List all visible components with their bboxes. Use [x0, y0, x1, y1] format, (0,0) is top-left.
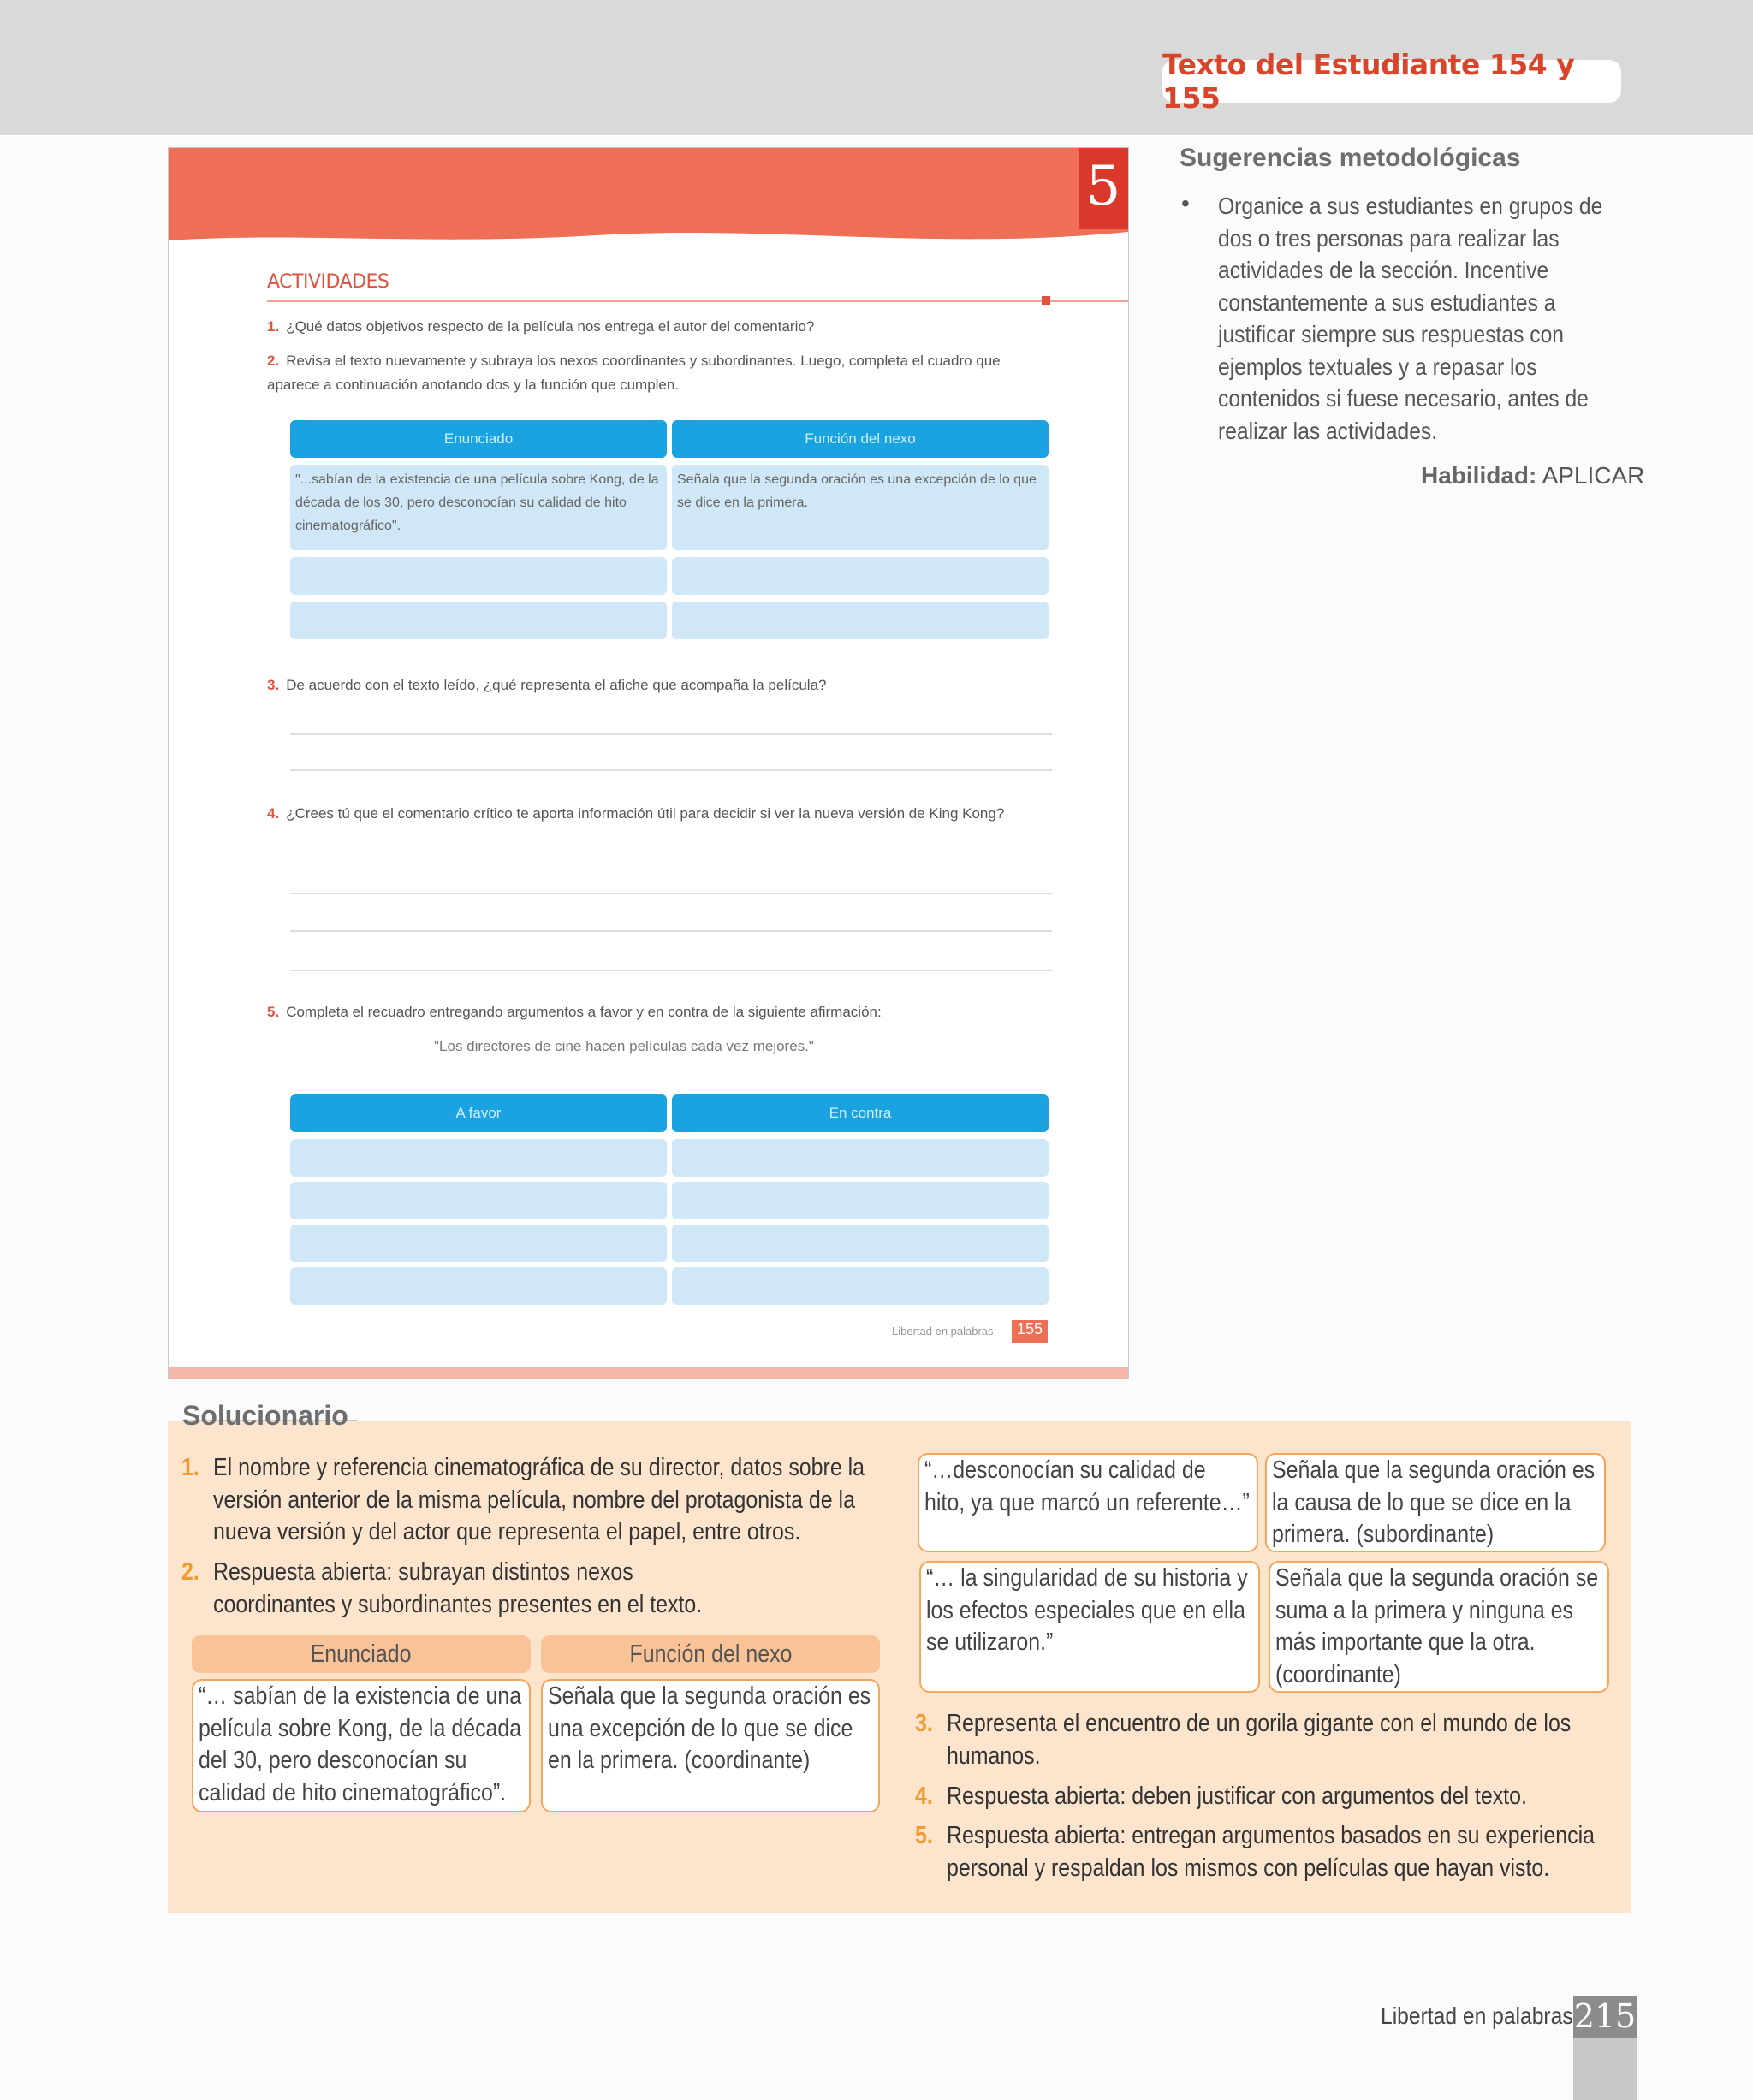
footer-bar	[1573, 2038, 1637, 2100]
thumb-question-4: 4. ¿Crees tú que el comentario crítico te aporta información útil para decidir si ver la nueva versión de King Kong?	[267, 805, 1005, 822]
thumb-bottom-band	[169, 1367, 1128, 1379]
answer-1-text: El nombre y referencia cinematográfica de su director, datos sobre la versión anterior de la misma película, nombre del protagonista de la nueva versión y del actor que representa el papel, entre otros.	[212, 1454, 865, 1545]
thumb-table1-header-funcion: Función del nexo	[672, 420, 1049, 458]
thumb-quote: "Los directores de cine hacen películas cada vez mejores."	[434, 1038, 814, 1054]
thumb-table2-cell	[290, 1225, 667, 1262]
footer-book-title: Libertad en palabras	[1381, 2002, 1573, 2029]
solution-row2-enunciado: “…desconocían su calidad de hito, ya que marcó un referente…”	[918, 1453, 1258, 1552]
thumb-table2-cell	[672, 1225, 1049, 1262]
answer-4-number: 4.	[915, 1783, 933, 1810]
activities-rule-marker	[1042, 296, 1050, 305]
thumb-table2-cell	[290, 1182, 667, 1219]
answer-4-text: Respuesta abierta: deben justificar con argumentos del texto.	[946, 1783, 1527, 1810]
thumb-table2-cell	[290, 1139, 667, 1177]
solucionario-title: Solucionario	[182, 1400, 348, 1431]
solution-header-funcion: Función del nexo	[541, 1635, 880, 1673]
thumb-table1-empty-cell	[290, 602, 667, 639]
thumb-table1-empty-cell	[672, 557, 1049, 595]
thumb-answer-line	[290, 970, 1052, 971]
solution-row3-enunciado: “… la singularidad de su historia y los efectos especiales que en ella se utilizaron.”	[919, 1561, 1260, 1693]
answer-3-number: 3.	[915, 1710, 933, 1737]
solution-row2-funcion: Señala que la segunda oración es la causa de lo que se dice en la primera. (subordinante)	[1265, 1453, 1606, 1552]
thumb-table2-header-favor: A favor	[290, 1094, 667, 1132]
thumb-table1-empty-cell	[672, 602, 1049, 639]
answer-3	[915, 1708, 1617, 1772]
answer-2-text: Respuesta abierta: subrayan distintos nexos coordinantes y subordinantes presentes en el texto.	[212, 1558, 703, 1618]
thumb-question-5: 5. Completa el recuadro entregando argumentos a favor y en contra de la siguiente afirmación:	[267, 1004, 882, 1020]
header-title: Texto del Estudiante 154 y 155	[1162, 48, 1575, 115]
solution-header-enunciado: Enunciado	[192, 1635, 531, 1673]
thumb-table1-example-right: Señala que la segunda oración es una excepción de lo que se dice en la primera.	[672, 465, 1049, 550]
skill-label: Habilidad:	[1421, 462, 1537, 489]
thumb-answer-line	[290, 769, 1052, 771]
answer-5-number: 5.	[915, 1822, 933, 1849]
activities-rule	[267, 300, 1129, 302]
thumb-footer-page: 155	[1012, 1320, 1048, 1343]
thumb-table1-empty-cell	[290, 557, 667, 595]
thumb-table1-example-left: "...sabían de la existencia de una película sobre Kong, de la década de los 30, pero desconocían su calidad de hito cinematográfico".	[290, 465, 667, 550]
answer-5-text: Respuesta abierta: entregan argumentos basados en su experiencia personal y respaldan los mismos con películas que hayan visto.	[946, 1822, 1595, 1882]
thumb-question-1: 1. ¿Qué datos objetivos respecto de la película nos entrega el autor del comentario?	[267, 318, 815, 335]
thumb-table2-cell	[290, 1267, 667, 1305]
footer-page-number: 215	[1573, 1996, 1637, 2038]
thumbnail-wave	[169, 217, 1128, 251]
suggestions-title: Sugerencias metodológicas	[1180, 144, 1521, 172]
answer-4	[915, 1781, 1617, 1813]
answer-3-text: Representa el encuentro de un gorila gigante con el mundo de los humanos.	[946, 1710, 1572, 1770]
thumb-question-2: 2. Revisa el texto nuevamente y subraya los nexos coordinantes y subordinantes. Luego, completa el cuadro que aparece a continuación anotando dos y la función que cumplen.	[267, 353, 1001, 393]
student-page-thumbnail	[168, 147, 1129, 1379]
thumb-question-3: 3. De acuerdo con el texto leído, ¿qué representa el afiche que acompaña la película?	[267, 677, 827, 693]
skill-line	[1421, 462, 1644, 489]
thumb-answer-line	[290, 893, 1052, 894]
answer-5	[915, 1820, 1617, 1884]
answer-2	[181, 1557, 883, 1621]
unit-number: 5	[1079, 148, 1128, 229]
suggestions-text: Organice a sus estudiantes en grupos de dos o tres personas para realizar las actividades de la sección. Incentive constantemente a sus estudiantes a justificar siempre sus respuestas con ejemplos textuales y a repasar los contenidos si fuese necesario, antes de realizar las actividades.	[1218, 193, 1603, 444]
thumb-answer-line	[290, 930, 1052, 932]
thumb-table2-cell	[672, 1139, 1049, 1177]
answer-1	[181, 1452, 883, 1549]
answer-2-number: 2.	[181, 1558, 199, 1586]
thumb-answer-line	[290, 733, 1052, 735]
answer-1-number: 1.	[181, 1454, 199, 1481]
header-pill	[1162, 48, 1621, 115]
thumb-table2-cell	[672, 1182, 1049, 1219]
thumb-table2-header-contra: En contra	[672, 1094, 1049, 1132]
solution-row1-funcion: Señala que la segunda oración es una excepción de lo que se dice en la primera. (coordinante)	[541, 1679, 880, 1812]
thumb-footer-text: Libertad en palabras	[892, 1325, 994, 1338]
thumb-table2-cell	[672, 1267, 1049, 1305]
solution-row3-funcion: Señala que la segunda oración se suma a la primera y ninguna es más importante que la otra. (coordinante)	[1269, 1561, 1609, 1693]
solution-row1-enunciado: “… sabían de la existencia de una película sobre Kong, de la década del 30, pero desconocían su calidad de hito cinematográfico”.	[192, 1679, 531, 1812]
activities-title: ACTIVIDADES	[267, 271, 389, 293]
suggestions-bullet: •	[1181, 190, 1190, 217]
thumb-table1-header-enunciado: Enunciado	[290, 420, 667, 458]
skill-value: APLICAR	[1542, 462, 1645, 489]
